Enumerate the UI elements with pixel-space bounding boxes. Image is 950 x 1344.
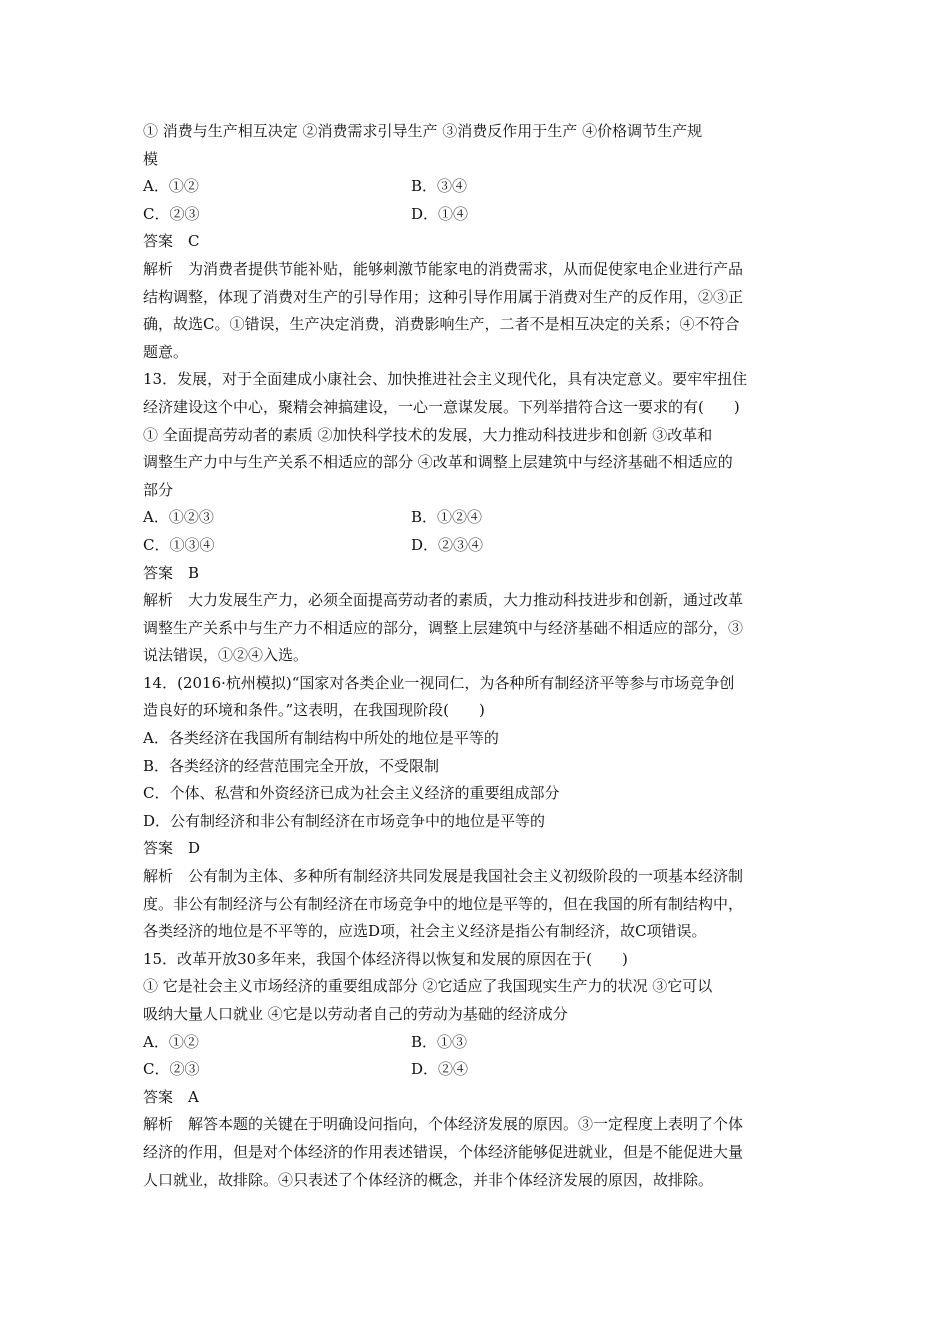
analysis-line: 结构调整，体现了消费对生产的引导作用；这种引导作用属于消费对生产的反作用，②③正 [143, 287, 744, 306]
question-stem-line: ① 它是社会主义市场经济的重要组成部分 ②它适应了我国现实生产力的状况 ③它可以 [143, 977, 713, 996]
analysis-line: 调整生产关系中与生产力不相适应的部分，调整上层建筑中与经济基础不相适应的部分，③ [143, 618, 744, 637]
question-13 [143, 366, 811, 670]
analysis-line: 经济的作用，但是对个体经济的作用表述错误，个体经济能够促进就业，但是不能促进大量 [143, 1142, 744, 1161]
answer-value: A [188, 1087, 199, 1106]
question-stem-line: 经济建设这个中心，聚精会神搞建设，一心一意谋发展。下列举措符合这一要求的有( ) [143, 397, 740, 416]
analysis-line [143, 587, 811, 615]
options-row [143, 1056, 811, 1084]
options-row [143, 173, 811, 201]
option-c: C．②③ [143, 204, 200, 223]
analysis-line [143, 1111, 811, 1139]
answer-value: D [188, 839, 201, 858]
question-stem-line: 部分 [143, 480, 174, 499]
analysis-label: 解析 [143, 1115, 174, 1134]
question-stem-line: 14．(2016·杭州模拟)“国家对各类企业一视同仁，为各种所有制经济平等参与市场竞争创 [143, 673, 735, 692]
question-15 [143, 946, 811, 1194]
option-d: D．②④ [411, 1060, 469, 1079]
answer-line [143, 835, 811, 863]
analysis-text: 为消费者提供节能补贴，能够刺激节能家电的消费需求，从而促使家电企业进行产品 [188, 259, 744, 278]
option-a: A．①② [143, 177, 199, 196]
analysis-text: 公有制为主体、多种所有制经济共同发展是我国社会主义初级阶段的一项基本经济制 [188, 867, 744, 886]
option-a: A．各类经济在我国所有制结构中所处的地位是平等的 [143, 729, 499, 748]
option-d: D．公有制经济和非公有制经济在市场竞争中的地位是平等的 [143, 811, 546, 830]
option-b: B．①③ [411, 1032, 468, 1051]
answer-label: 答案 [143, 1087, 174, 1106]
option-b: B．各类经济的经营范围完全开放，不受限制 [143, 756, 440, 775]
question-stem-line: 13．发展，对于全面建成小康社会、加快推进社会主义现代化，具有决定意义。要牢牢扭住 [143, 370, 748, 389]
analysis-line: 确，故选C。①错误，生产决定消费，消费影响生产，二者不是相互决定的关系；④不符合 [143, 315, 740, 334]
analysis-line: 各类经济的地位是不平等的，应选D项，社会主义经济是指公有制经济，故C项错误。 [143, 922, 707, 941]
question-stem-line: 调整生产力中与生产关系不相适应的部分 ④改革和调整上层建筑中与经济基础不相适应的 [143, 453, 733, 472]
option-b: B．①②④ [411, 508, 483, 527]
document-page [143, 118, 811, 1194]
options-row [143, 201, 811, 229]
question-stem-line: 模 [143, 149, 159, 168]
analysis-line: 说法错误，①②④入选。 [143, 646, 309, 665]
analysis-label: 解析 [143, 867, 174, 886]
analysis-line: 人口就业，故排除。④只表述了个体经济的概念，并非个体经济发展的原因，故排除。 [143, 1170, 714, 1189]
analysis-label: 解析 [143, 259, 174, 278]
analysis-line [143, 256, 811, 284]
question-stem-line: ① 全面提高劳动者的素质 ②加快科学技术的发展，大力推动科技进步和创新 ③改革和 [143, 425, 713, 444]
analysis-label: 解析 [143, 591, 174, 610]
answer-line [143, 560, 811, 588]
options-row [143, 532, 811, 560]
option-d: D．②③④ [411, 535, 484, 554]
analysis-line: 度。非公有制经济与公有制经济在市场竞争中的地位是平等的，但在我国的所有制结构中， [143, 894, 744, 913]
option-c: C．②③ [143, 1060, 200, 1079]
options-row [143, 1029, 811, 1057]
answer-line [143, 1084, 811, 1112]
question-stem-line: 造良好的环境和条件。”这表明，在我国现阶段( ) [143, 701, 485, 720]
question-14 [143, 670, 811, 946]
option-a: A．①②③ [143, 508, 214, 527]
question-stem-line: 15．改革开放30多年来，我国个体经济得以恢复和发展的原因在于( ) [143, 949, 628, 968]
question-stem-line: 吸纳大量人口就业 ④它是以劳动者自己的劳动为基础的经济成分 [143, 1005, 568, 1023]
option-c: C．①③④ [143, 535, 215, 554]
answer-line [143, 228, 811, 256]
analysis-line: 题意。 [143, 342, 189, 361]
option-d: D．①④ [411, 204, 469, 223]
answer-value: B [188, 563, 200, 582]
answer-value: C [188, 232, 200, 251]
option-b: B．③④ [411, 177, 468, 196]
analysis-line [143, 863, 811, 891]
options-row [143, 504, 811, 532]
analysis-text: 解答本题的关键在于明确设问指向，个体经济发展的原因。③一定程度上表明了个体 [188, 1115, 744, 1134]
option-c: C．个体、私营和外资经济已成为社会主义经济的重要组成部分 [143, 784, 560, 803]
question-stem-line: ① 消费与生产相互决定 ②消费需求引导生产 ③消费反作用于生产 ④价格调节生产规 [143, 122, 703, 140]
option-a: A．①② [143, 1032, 199, 1051]
answer-label: 答案 [143, 232, 174, 251]
answer-label: 答案 [143, 839, 174, 858]
question-12 [143, 118, 811, 366]
answer-label: 答案 [143, 563, 174, 582]
analysis-text: 大力发展生产力，必须全面提高劳动者的素质，大力推动科技进步和创新，通过改革 [188, 591, 744, 610]
